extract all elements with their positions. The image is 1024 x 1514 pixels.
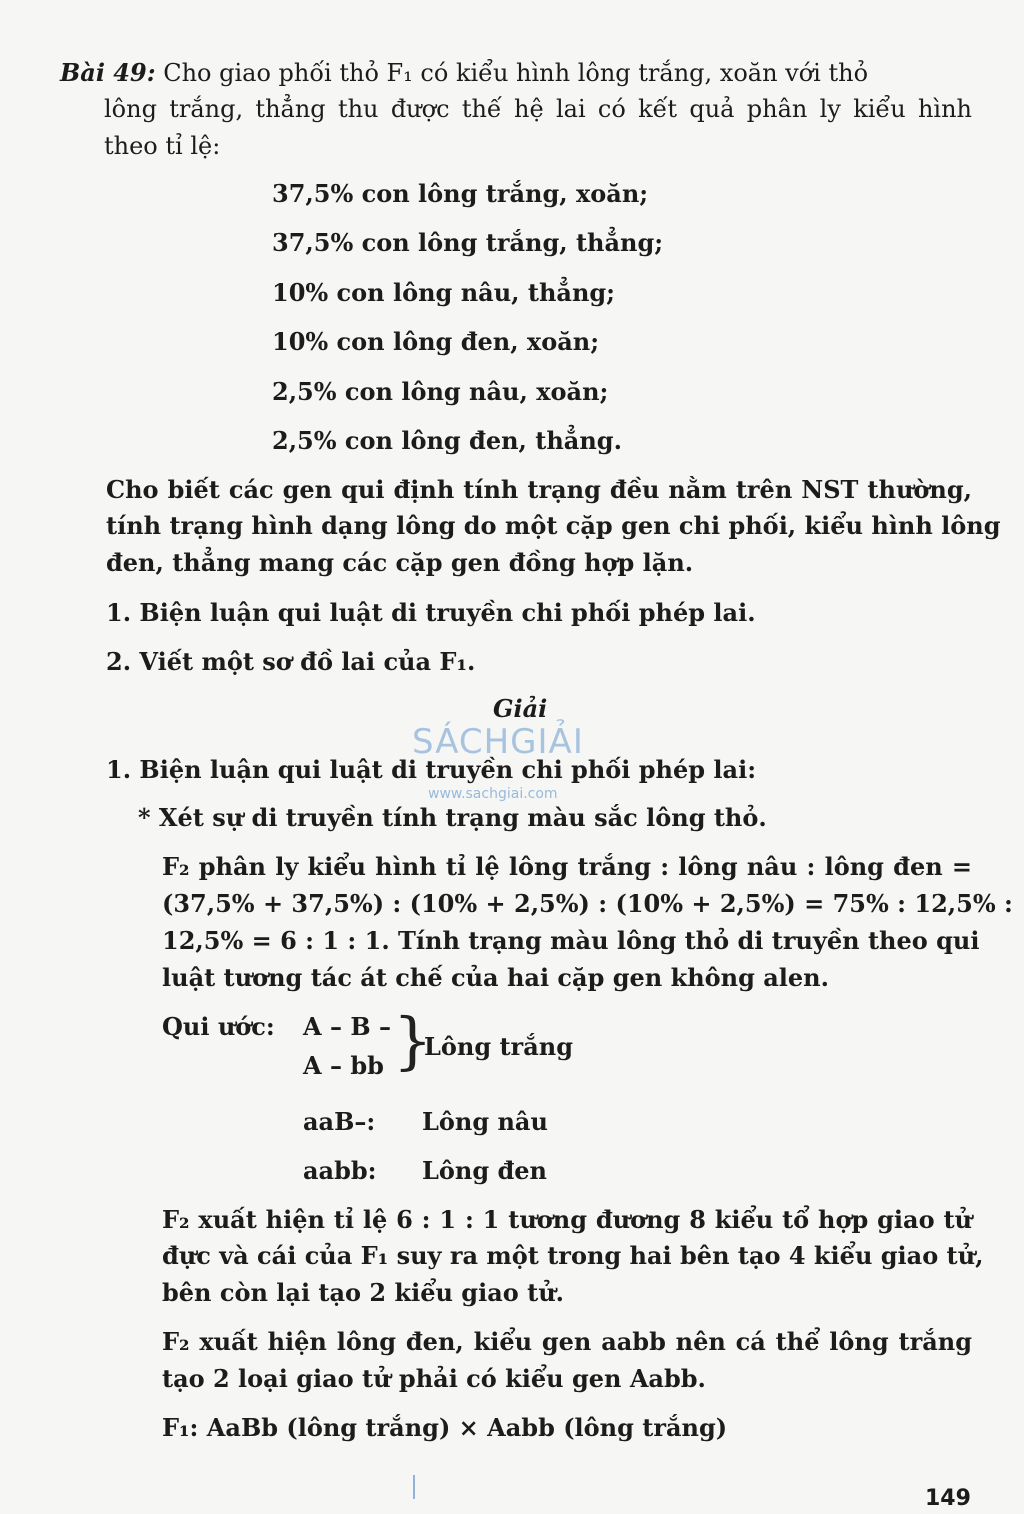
given-line: tính trạng hình dạng lông do một cặp gen chi phối, kiểu hình lông	[106, 511, 1001, 540]
paragraph-line: đực và cái của F₁ suy ra một trong hai bên tạo 4 kiểu giao tử,	[162, 1241, 984, 1270]
ratio-item: 10% con lông đen, xoăn;	[272, 327, 600, 356]
given-line: Cho biết các gen qui định tính trạng đều nằm trên NST thường,	[106, 475, 972, 504]
ratio-item: 37,5% con lông trắng, xoăn;	[272, 179, 649, 208]
paragraph-line: F₂ xuất hiện lông đen, kiểu gen aabb nên cá thể lông trắng	[162, 1327, 972, 1356]
cross-formula: F₁: AaBb (lông trắng) × Aabb (lông trắng)	[162, 1413, 728, 1442]
solution-step-1: 1. Biện luận qui luật di truyền chi phối phép lai:	[106, 755, 757, 784]
ratio-item: 37,5% con lông trắng, thẳng;	[272, 228, 664, 257]
ratio-item: 10% con lông nâu, thẳng;	[272, 278, 616, 307]
watermark-logo: SÁCHGIẢI	[412, 722, 584, 762]
paragraph-line: F₂ phân ly kiểu hình tỉ lệ lông trắng : lông nâu : lông đen =	[162, 852, 972, 881]
brace-icon: }	[393, 1004, 433, 1077]
solution-bullet: * Xét sự di truyền tính trạng màu sắc lông thỏ.	[138, 803, 767, 832]
black-fur-label: Lông đen	[422, 1156, 547, 1185]
question-2: 2. Viết một sơ đồ lai của F₁.	[106, 647, 476, 676]
paragraph-line: bên còn lại tạo 2 kiểu giao tử.	[162, 1278, 564, 1307]
problem-text-1: Cho giao phối thỏ F₁ có kiểu hình lông trắng, xoăn với thỏ	[163, 59, 869, 87]
paragraph-line: tạo 2 loại giao tử phải có kiểu gen Aabb.	[162, 1364, 706, 1393]
ratio-item: 2,5% con lông đen, thẳng.	[272, 426, 622, 455]
brown-fur-label: Lông nâu	[422, 1107, 548, 1136]
problem-line-2: lông trắng, thẳng thu được thế hệ lai có kết quả phân ly kiểu hình	[104, 95, 972, 123]
given-line: đen, thẳng mang các cặp gen đồng hợp lặn.	[106, 548, 694, 577]
genotype-aaB: aaB–:	[303, 1107, 376, 1136]
paragraph-line: F₂ xuất hiện tỉ lệ 6 : 1 : 1 tương đương 8 kiểu tổ hợp giao tử	[162, 1205, 972, 1234]
ratio-item: 2,5% con lông nâu, xoăn;	[272, 377, 609, 406]
problem-line-1	[60, 54, 972, 92]
scan-mark	[413, 1475, 415, 1499]
paragraph-line: luật tương tác át chế của hai cặp gen không alen.	[162, 963, 829, 992]
genotype-a-b: A – B –	[303, 1012, 391, 1041]
question-1: 1. Biện luận qui luật di truyền chi phối phép lai.	[106, 598, 756, 627]
solution-heading: Giải	[493, 694, 548, 723]
page-number: 149	[925, 1486, 971, 1511]
paragraph-line: (37,5% + 37,5%) : (10% + 2,5%) : (10% + 2,5%) = 75% : 12,5% :	[162, 889, 1013, 918]
paragraph-line: 12,5% = 6 : 1 : 1. Tính trạng màu lông thỏ di truyền theo qui	[162, 926, 980, 955]
watermark-url: www.sachgiai.com	[428, 786, 558, 802]
convention-label: Qui ước:	[162, 1012, 275, 1041]
problem-label: Bài 49:	[60, 58, 156, 87]
white-fur-label: Lông trắng	[424, 1032, 573, 1061]
problem-line-3: theo tỉ lệ:	[104, 132, 221, 160]
genotype-a-bb: A – bb	[303, 1051, 384, 1080]
genotype-aabb: aabb:	[303, 1156, 377, 1185]
